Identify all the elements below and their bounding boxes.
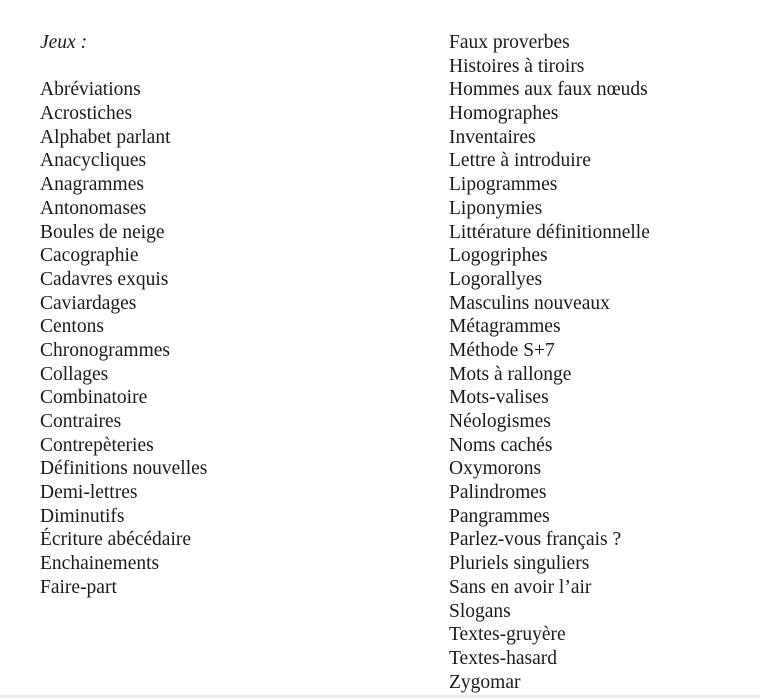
scan-edge-artifact <box>0 695 760 698</box>
list-item: Centons <box>40 316 104 338</box>
list-item: Contraires <box>40 411 122 433</box>
list-item: Métagrammes <box>449 316 561 338</box>
list-item: Anagrammes <box>40 174 144 196</box>
list-item: Pluriels singuliers <box>449 553 590 575</box>
list-item: Parlez-vous français ? <box>449 529 622 551</box>
list-item: Lipogrammes <box>449 174 558 196</box>
list-item: Homographes <box>449 103 559 125</box>
list-item: Diminutifs <box>40 505 125 527</box>
list-item: Anacycliques <box>40 150 147 172</box>
list-item: Zygomar <box>449 671 521 693</box>
list-item: Antonomases <box>40 197 147 219</box>
list-item: Noms cachés <box>449 434 553 456</box>
list-item: Demi-lettres <box>40 482 138 504</box>
list-item: Contrepèteries <box>40 434 154 456</box>
list-item: Cadavres exquis <box>40 268 169 290</box>
list-item: Logorallyes <box>449 268 543 290</box>
list-item: Lettre à introduire <box>449 150 591 172</box>
list-item: Masculins nouveaux <box>449 292 610 314</box>
list-item: Alphabet parlant <box>40 126 171 148</box>
list-item: Méthode S+7 <box>449 339 555 361</box>
list-item: Textes-hasard <box>449 647 558 669</box>
list-item: Chronogrammes <box>40 339 170 361</box>
list-item: Sans en avoir l’air <box>449 576 592 598</box>
blank-line <box>40 55 207 79</box>
list-item: Faux proverbes <box>449 32 570 53</box>
list-item: Enchainements <box>40 553 160 575</box>
list-item: Slogans <box>449 600 511 622</box>
list-item: Mots à rallonge <box>449 363 572 385</box>
list-item: Littérature définitionnelle <box>449 221 650 243</box>
list-item: Logogriphes <box>449 245 548 267</box>
list-item: Définitions nouvelles <box>40 458 208 480</box>
list-item: Faire-part <box>40 576 117 598</box>
list-item: Caviardages <box>40 292 137 314</box>
list-item: Pangrammes <box>449 505 550 527</box>
list-item: Oxymorons <box>449 458 542 480</box>
list-item: Néologismes <box>449 411 551 432</box>
list-item: Palindromes <box>449 482 547 504</box>
list-item: Histoires à tiroirs <box>449 55 585 77</box>
left-list <box>40 78 207 599</box>
list-item: Combinatoire <box>40 387 148 409</box>
right-column <box>449 31 650 694</box>
list-item: Boules de neige <box>40 221 165 243</box>
list-item: Abréviations <box>40 79 141 101</box>
list-item: Inventaires <box>449 126 536 148</box>
section-heading: Jeux : <box>40 32 88 53</box>
list-item: Mots-valises <box>449 387 549 409</box>
list-item: Écriture abécédaire <box>40 529 192 551</box>
list-item: Acrostiches <box>40 103 133 125</box>
list-item: Cacographie <box>40 245 139 267</box>
list-item: Textes-gruyère <box>449 624 566 646</box>
list-item: Collages <box>40 363 109 385</box>
right-list <box>449 31 650 694</box>
list-item: Hommes aux faux nœuds <box>449 79 648 101</box>
list-item: Liponymies <box>449 197 543 219</box>
left-column <box>40 31 207 600</box>
